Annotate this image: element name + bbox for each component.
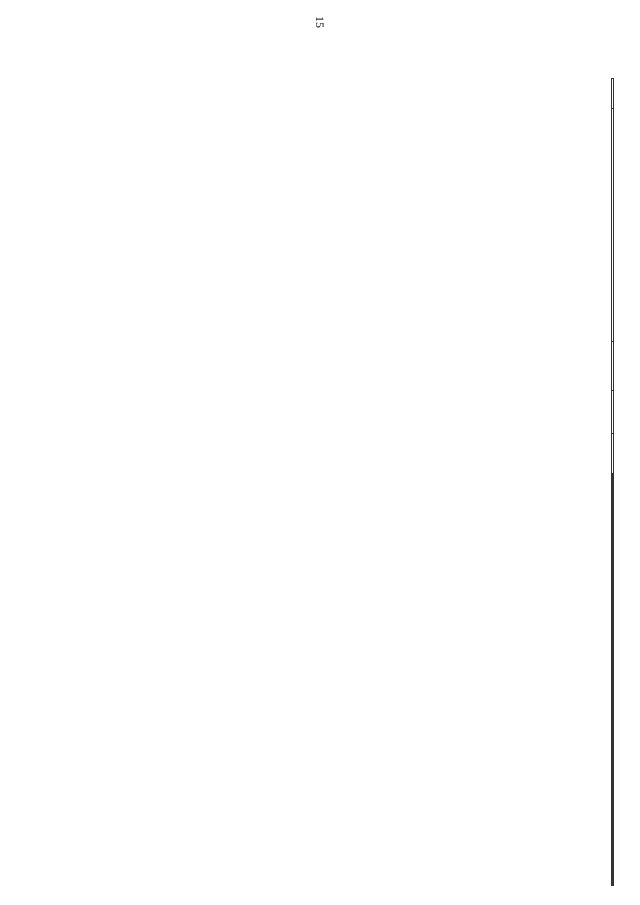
col-header-heating <box>612 575 613 626</box>
table-body <box>59 79 612 886</box>
col-header-floors <box>612 391 614 433</box>
header-row-top <box>613 79 614 886</box>
col-header-facade <box>612 524 613 575</box>
col-header-sewer <box>612 677 613 728</box>
registry-table-rotated <box>58 78 614 886</box>
col-header-address <box>612 108 614 342</box>
table-header <box>612 79 614 886</box>
col-header-roof <box>612 473 613 524</box>
col-header-repair-group <box>613 473 614 885</box>
col-header-basement <box>612 830 613 885</box>
col-header-area <box>612 433 614 473</box>
registry-table <box>58 78 614 886</box>
col-header-number <box>612 79 614 109</box>
col-header-foundation <box>612 779 613 830</box>
col-header-water <box>612 626 613 677</box>
col-header-elevator <box>612 728 613 779</box>
col-header-year <box>612 342 614 391</box>
page-number: 15 <box>313 16 327 28</box>
registry-table-sheet <box>58 78 614 886</box>
